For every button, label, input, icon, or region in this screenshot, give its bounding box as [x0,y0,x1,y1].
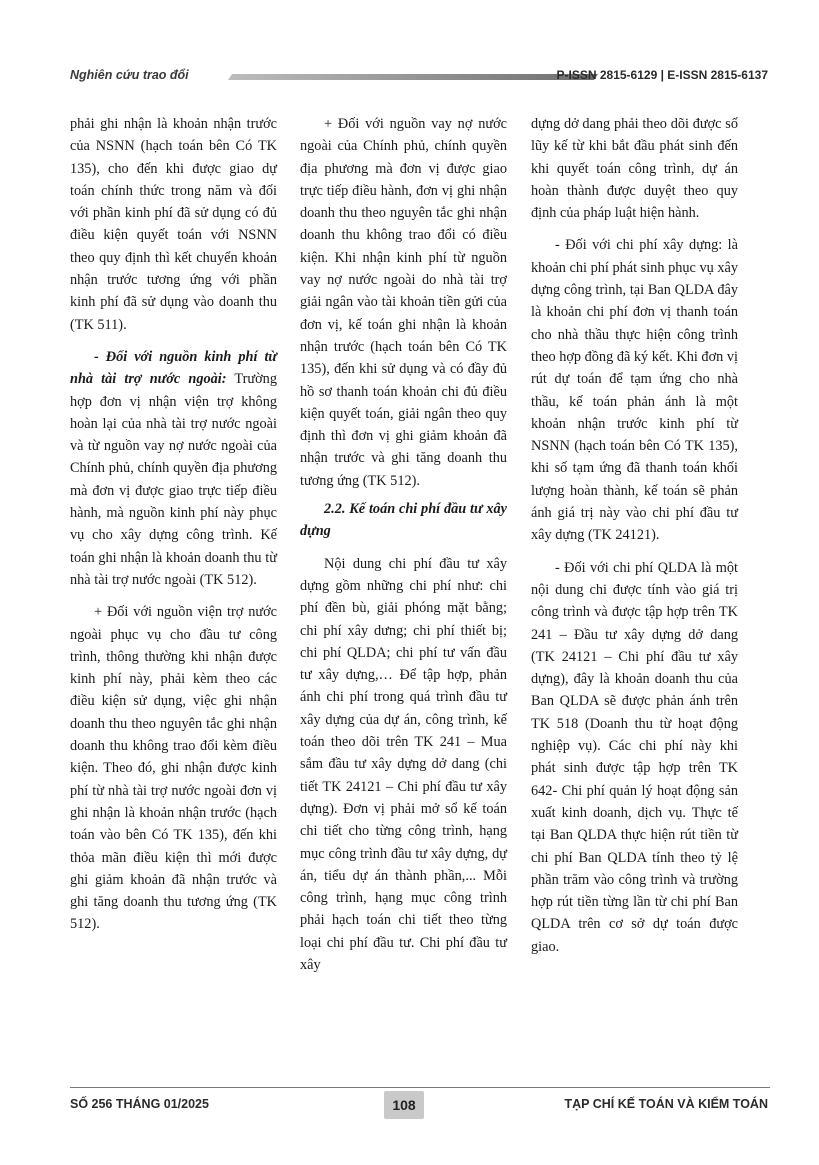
page-number: 108 [384,1091,424,1119]
journal-name: TẠP CHÍ KẾ TOÁN VÀ KIỂM TOÁN [564,1097,768,1111]
column-1 [70,113,277,946]
column-3 [531,113,738,968]
paragraph: + Đối với nguồn viện trợ nước ngoài phục vụ cho đầu tư công trình, thông thường khi nhận được kinh phí này, phải kèm theo các điều kiện sử dụng, việc ghi nhận doanh thu theo nguyên tắc ghi nhận doanh thu không trao đổi kèm điều kiện. Theo đó, ghi nhận được kinh phí từ nhà tài trợ nước ngoài đơn vị ghi nhận là khoản nhận trước (hạch toán vào bên Có TK 135), đến khi thỏa mãn điều kiện thì mới được ghi giảm khoản đã nhận trước và ghi tăng doanh thu tương ứng (TK 512). [70,604,277,933]
footer-divider [70,1087,770,1088]
paragraph: + Đối với nguồn vay nợ nước ngoài của Chính phủ, chính quyền địa phương mà đơn vị được giao trực tiếp điều hành, đơn vị ghi nhận doanh thu theo nguyên tắc ghi nhận doanh thu không trao đổi có điều kiện. Khi nhận kinh phí từ nguồn vay nợ nước ngoài do nhà tài trợ giải ngân vào tài khoản tiền gửi của đơn vị, kế toán ghi nhận là khoản nhận trước (hạch toán bên Có TK 135), đến khi sử dụng và có đầy đủ hồ sơ thanh toán khoản chi đủ điều kiện quyết toán, giải ngân theo quy định thì đơn vị ghi giảm khoản đã nhận trước và ghi tăng doanh thu tương ứng (TK 512). [300,116,507,489]
paragraph: - Đối với chi phí xây dựng: là khoản chi phí phát sinh phục vụ xây dựng công trình, tại Ban QLDA đây là khoản chi phí đơn vị thanh toán cho nhà thầu thực hiện công trình theo hợp đồng đã ký kết. Khi đơn vị rút dự toán để tạm ứng cho nhà thầu, kế toán phản ánh là một khoản nhận trước kinh phí từ NSNN (hạch toán bên Có TK 135), khi số tạm ứng đã thanh toán khối lượng hoàn thành, kế toán sẽ phản ánh giá trị này vào chi phí đầu tư xây dựng (TK 24121). [531,237,738,544]
section-title: Nghiên cứu trao đổi [70,68,189,82]
paragraph: - Đối với chi phí QLDA là một nội dung chi được tính vào giá trị công trình và được tập hợp trên TK 241 – Đầu tư xây dựng dở dang (TK 24121 – Chi phí đầu tư xây dựng), đây là khoản doanh thu của Ban QLDA sẽ được phản ánh trên TK 518 (Doanh thu từ hoạt động nghiệp vụ). Các chi phí này khi phát sinh được tập hợp trên TK 642- Chi phí quản lý hoạt động sản xuất kinh doanh, dịch vụ. Thực tế tại Ban QLDA thực hiện rút tiền từ chi phí Ban QLDA tính theo tỷ lệ phần trăm vào công trình và trường hợp rút tiền từng lần từ chi phí Ban QLDA trên cơ sở dự toán được giao. [531,559,738,955]
issn-label: P-ISSN 2815-6129 | E-ISSN 2815-6137 [556,68,768,82]
page-footer [70,1094,770,1124]
paragraph: dựng dở dang phải theo dõi được số lũy kế từ khi bắt đầu phát sinh đến khi quyết toán công trình, dự án hoàn thành được duyệt theo quy định của pháp luật hiện hành. [531,116,738,222]
paragraph: Nội dung chi phí đầu tư xây dựng gồm những chi phí như: chi phí đền bù, giải phóng mặt bằng; chi phí xây dưng; chi phí thiết bị; chi phí QLDA; chi phí tư vấn đầu tư xây dựng,… Để tập hợp, phản ánh chi phí trong quá trình đầu tư xây dựng của dự án, công trình, kế toán theo dõi trên TK 241 – Mua sắm đầu tư xây dựng dở dang (chi tiết TK 24121 – Chi phí đầu tư xây dựng). Đơn vị phải mở sổ kế toán chi tiết cho từng công trình, hạng mục công trình đầu tư xây dựng, dự án, tiểu dự án thành phần,... Mỗi công trình, hạng mục công trình phải hạch toán chi tiết theo từng loại chi phí đầu tư. Chi phí đầu tư xây [300,555,507,973]
paragraph: phải ghi nhận là khoản nhận trước của NSNN (hạch toán bên Có TK 135), cho đến khi được giao dự toán chính thức trong năm và đối với phần kinh phí đã sử dụng có đủ điều kiện quyết toán với NSNN theo quy định thì kết chuyển khoản nhận trước tương ứng với phần kinh phí đã sử dụng vào doanh thu (TK 511). [70,116,277,333]
paragraph [70,346,277,591]
column-2 [300,113,507,986]
issue-label: SỐ 256 THÁNG 01/2025 [70,1097,209,1111]
page-header [70,68,770,86]
paragraph-text: Trường hợp đơn vị nhận viện trợ không hoàn lại của nhà tài trợ nước ngoài và từ nguồn vay nợ nước ngoài của Chính phủ, chính quyền địa phương mà đơn vị được giao trực tiếp điều hành, mà nguồn kinh phí này phục vụ cho xây dựng công trình. Kế toán ghi nhận là khoản doanh thu từ nhà tài trợ nước ngoài (TK 512). [70,371,277,588]
section-heading: 2.2. Kế toán chi phí đầu tư xây dựng [300,501,507,540]
header-decorative-bar [228,74,598,80]
paragraph-lead: - Đối với nguồn kinh phí từ nhà tài trợ nước ngoài: [70,348,277,388]
